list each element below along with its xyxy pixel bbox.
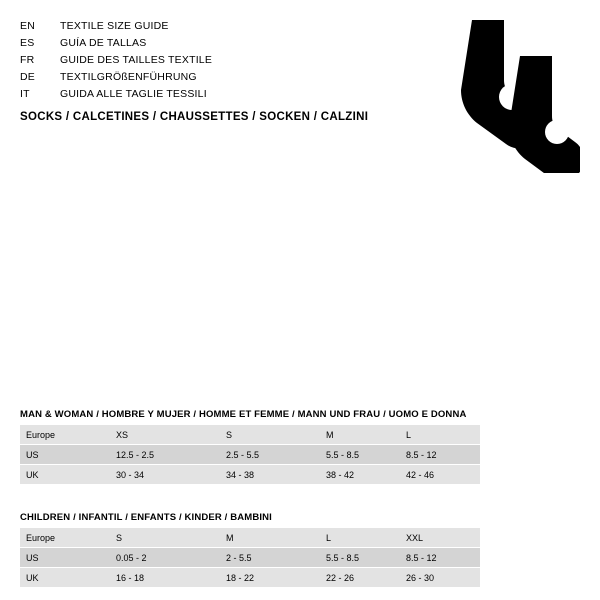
cell: S xyxy=(220,425,320,445)
language-label: TEXTILE SIZE GUIDE xyxy=(60,20,169,32)
row-label: US xyxy=(20,445,110,465)
cell: 5.5 - 8.5 xyxy=(320,445,400,465)
cell: 8.5 - 12 xyxy=(400,548,480,568)
page-title: SOCKS / CALCETINES / CHAUSSETTES / SOCKEN / CALZINI xyxy=(20,111,369,123)
cell: M xyxy=(220,528,320,548)
cell: 38 - 42 xyxy=(320,465,400,485)
language-label: TEXTILGRÖßENFÜHRUNG xyxy=(60,71,197,83)
adult-size-table xyxy=(20,425,480,485)
cell: 22 - 26 xyxy=(320,568,400,588)
cell: 12.5 - 2.5 xyxy=(110,445,220,465)
language-code: EN xyxy=(20,20,35,32)
language-code: IT xyxy=(20,88,30,100)
table-row xyxy=(20,548,480,568)
cell: 30 - 34 xyxy=(110,465,220,485)
row-label: Europe xyxy=(20,425,110,445)
language-label: GUÍA DE TALLAS xyxy=(60,37,147,49)
table-caption: MAN & WOMAN / HOMBRE Y MUJER / HOMME ET FEMME / MANN UND FRAU / UOMO E DONNA xyxy=(20,409,467,420)
row-label: UK xyxy=(20,568,110,588)
row-label: US xyxy=(20,548,110,568)
cell: XS xyxy=(110,425,220,445)
language-code: DE xyxy=(20,71,35,83)
language-row xyxy=(20,52,380,69)
language-row xyxy=(20,86,380,103)
cell: 42 - 46 xyxy=(400,465,480,485)
cell: XXL xyxy=(400,528,480,548)
table-row xyxy=(20,528,480,548)
row-label: UK xyxy=(20,465,110,485)
table-row xyxy=(20,425,480,445)
language-label: GUIDA ALLE TAGLIE TESSILI xyxy=(60,88,207,100)
table-row xyxy=(20,568,480,588)
children-size-table-block xyxy=(20,512,580,588)
cell: M xyxy=(320,425,400,445)
cell: 26 - 30 xyxy=(400,568,480,588)
language-list xyxy=(20,18,380,103)
cell: 18 - 22 xyxy=(220,568,320,588)
language-row xyxy=(20,35,380,52)
cell: L xyxy=(320,528,400,548)
language-code: FR xyxy=(20,54,35,66)
table-caption: CHILDREN / INFANTIL / ENFANTS / KINDER / BAMBINI xyxy=(20,512,272,523)
cell: 0.05 - 2 xyxy=(110,548,220,568)
table-row xyxy=(20,445,480,465)
row-label: Europe xyxy=(20,528,110,548)
cell: 5.5 - 8.5 xyxy=(320,548,400,568)
language-row xyxy=(20,69,380,86)
cell: 34 - 38 xyxy=(220,465,320,485)
cell: 2.5 - 5.5 xyxy=(220,445,320,465)
children-size-table xyxy=(20,528,480,588)
adult-size-table-block xyxy=(20,409,580,485)
cell: S xyxy=(110,528,220,548)
cell: 8.5 - 12 xyxy=(400,445,480,465)
language-label: GUIDE DES TAILLES TEXTILE xyxy=(60,54,213,66)
language-row xyxy=(20,18,380,35)
socks-icon xyxy=(400,18,580,173)
language-code: ES xyxy=(20,37,35,49)
cell: 16 - 18 xyxy=(110,568,220,588)
cell: L xyxy=(400,425,480,445)
table-row xyxy=(20,465,480,485)
cell: 2 - 5.5 xyxy=(220,548,320,568)
